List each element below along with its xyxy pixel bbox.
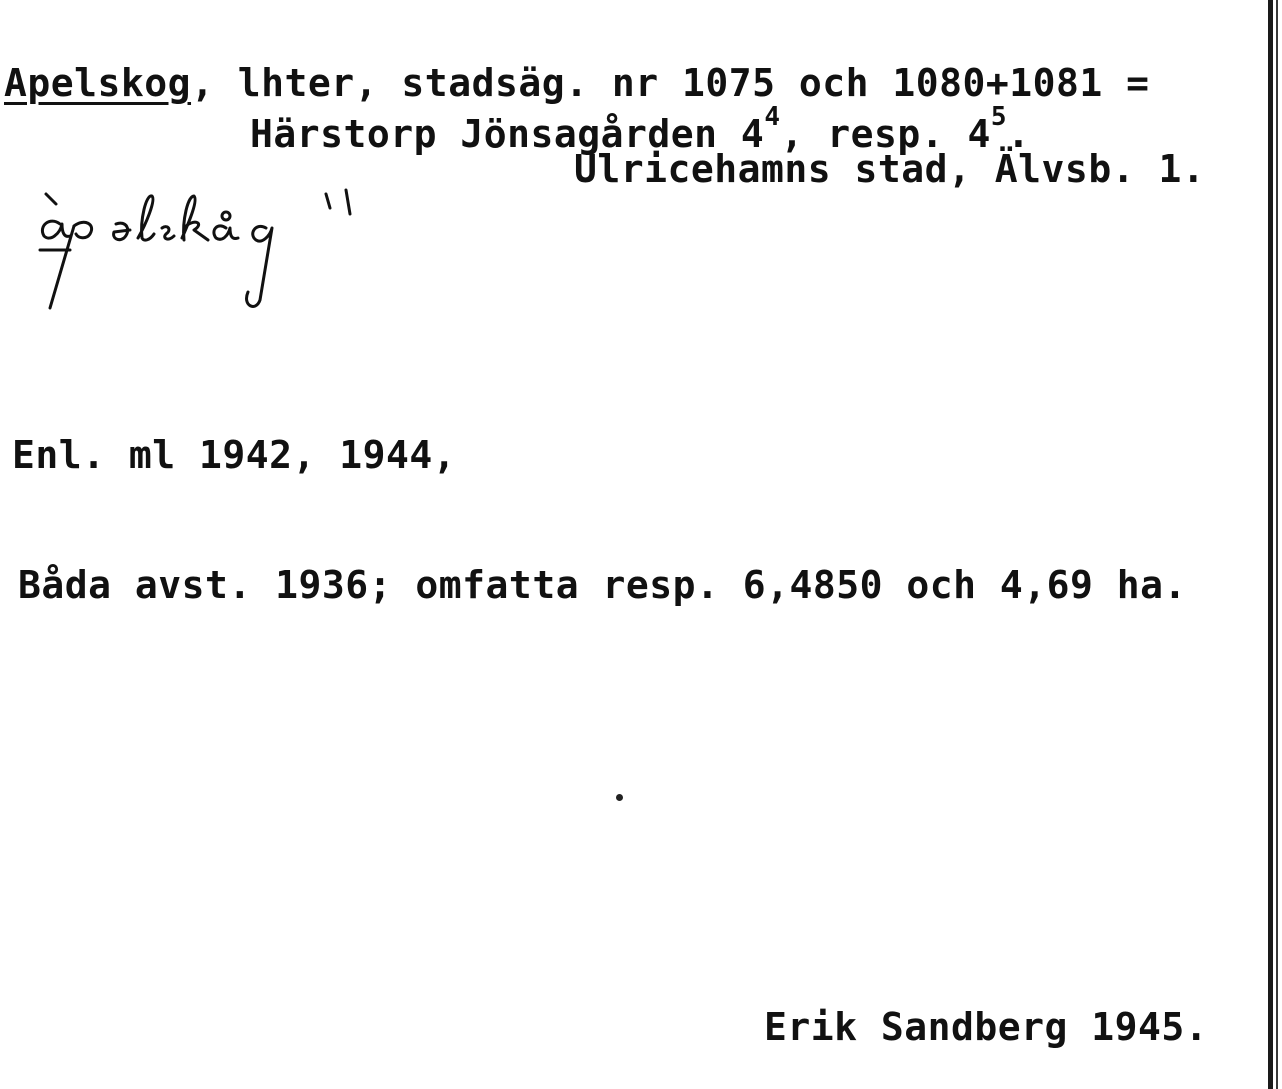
entry-line-1-text: , lhter, stadsäg. nr 1075 och 1080+1081 = [191,61,1150,105]
entry-line-2-text-c: . [1007,112,1031,156]
entry-line-2 [250,102,1031,156]
card-right-edge-shadow [1276,0,1278,1089]
handwritten-pronunciation [30,180,410,320]
source-line: Enl. ml 1942, 1944, [12,433,457,477]
signature-line: Erik Sandberg 1945. [764,1005,1209,1049]
superscript-5: 5 [990,102,1008,132]
note-line: Båda avst. 1936; omfatta resp. 6,4850 och 4,69 ha. [18,563,1187,607]
entry-line-2-text-a: Härstorp Jönsagården 4 [250,112,765,156]
entry-line-1 [4,61,1150,105]
headword: Apelskog [4,61,192,105]
superscript-4: 4 [764,102,781,132]
entry-line-3: Ulricehamns stad, Älvsb. 1. [574,147,1206,191]
entry-line-2-text-b: , resp. 4 [780,112,991,156]
card-right-edge [1268,0,1273,1089]
ink-speck [616,794,623,801]
